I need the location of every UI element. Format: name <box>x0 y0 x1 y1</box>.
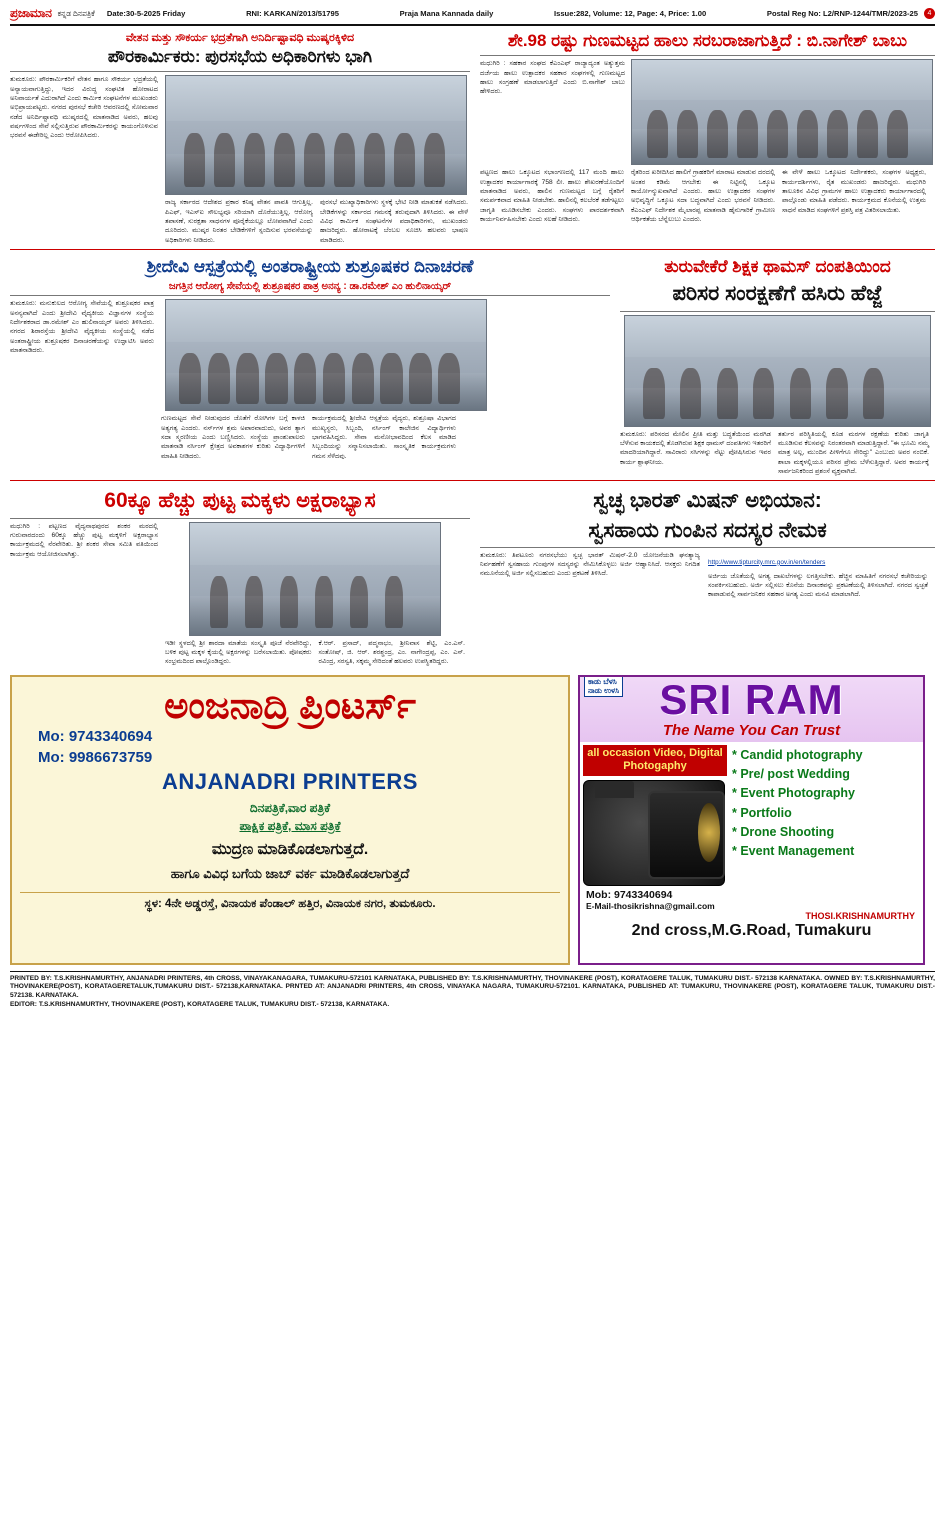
article1-kicker: ವೇತನ ಮತ್ತು ಸೌಕರ್ಯ ಭದ್ರತೆಗಾಗಿ ಅನಿರ್ದಿಷ್ಟಾವಧಿ ಮುಷ್ಕರಕ್ಕಿಳಿದ <box>125 32 355 44</box>
article-green-teacher <box>620 256 935 476</box>
imprint-footer <box>10 971 935 1011</box>
ad-sri-ram-photography[interactable] <box>578 675 925 965</box>
divider <box>10 518 470 519</box>
article5-headline: 60ಕ್ಕೂ ಹೆಚ್ಚು ಪುಟ್ಟ ಮಕ್ಕಳು ಅಕ್ಷರಾಭ್ಯಾಸ <box>104 489 376 513</box>
ad-sriram-owner: THOSI.KRISHNAMURTHY <box>805 911 915 922</box>
divider <box>10 480 935 481</box>
article1-col2: ರಾಜ್ಯ ಸರ್ಕಾರದ ಆದೇಶದ ಪ್ರಕಾರ ಕನಿಷ್ಠ ವೇತನ ಪಾವತಿ ಆಗುತ್ತಿಲ್ಲ. ಪಿಎಫ್, ಇಎಸ್‌ಐ ಸೌಲಭ್ಯವೂ ಸರಿಯಾಗಿ ದೊರೆಯುತ್ತಿಲ್ಲ. ಆರೋಗ್ಯ ತಪಾಸಣೆ, ಸುರಕ್ಷತಾ ಸಾಧನಗಳ ಪೂರೈಕೆಯಲ್ಲೂ ಲೋಪವಾಗಿದೆ ಎಂದು ದೂರಿದರು. ಮುಷ್ಕರ ನಿರತರ ಬೇಡಿಕೆಗಳಿಗೆ ಸ್ಪಂದಿಸುವ ಭರವಸೆಯನ್ನು ಅಧಿಕಾರಿಗಳು ನೀಡಿದರು. <box>165 199 313 244</box>
article6-col1: ತುಮಕೂರು: ತಿಪಟೂರು ನಗರಸಭೆಯು ಸ್ವಚ್ಛ ಭಾರತ್ ಮಿಷನ್-2.0 ಯೋಜನೆಯಡಿ ಘನತ್ಯಾಜ್ಯ ನಿರ್ವಹಣೆಗೆ ಸ್ವಸಹಾಯ ಗುಂಪುಗಳ ಸದಸ್ಯರನ್ನು ನೇಮಿಸಿಕೊಳ್ಳಲು ಅರ್ಜಿ ಆಹ್ವಾನಿಸಿದೆ. ಆಸಕ್ತರು ನಿಗದಿತ ನಮೂನೆಯಲ್ಲಿ ಅರ್ಜಿ ಸಲ್ಲಿಸಬಹುದು ಎಂದು ಪ್ರಕಟಣೆ ತಿಳಿಸಿದೆ. <box>480 551 700 578</box>
ad-sriram-tagline: The Name You Can Trust <box>662 721 841 739</box>
article3-headline: ಶ್ರೀದೇವಿ ಆಸ್ಪತ್ರೆಯಲ್ಲಿ ಅಂತರಾಷ್ಟ್ರೀಯ ಶುಶ್ರೂಷಕರ ದಿನಾಚರಣೆ <box>146 256 474 276</box>
masthead-rni: RNI: KARKAN/2013/51795 <box>246 9 339 18</box>
article3-col3: ಕಾರ್ಯಕ್ರಮದಲ್ಲಿ ಶ್ರೀದೇವಿ ಆಸ್ಪತ್ರೆಯ ವೈದ್ಯರು, ಶುಶ್ರೂಷಾ ವಿಭಾಗದ ಮುಖ್ಯಸ್ಥರು, ಸಿಬ್ಬಂದಿ, ನರ್ಸಿಂಗ್ ಕಾಲೇಜಿನ ವಿದ್ಯಾರ್ಥಿಗಳು ಭಾಗವಹಿಸಿದ್ದರು. ಸೇವಾ ಮನೋಭಾವದಿಂದ ಕೆಲಸ ಮಾಡಿದ ಸಿಬ್ಬಂದಿಯನ್ನು ಸನ್ಮಾನಿಸಲಾಯಿತು. ಸಾಂಸ್ಕೃತಿಕ ಕಾರ್ಯಕ್ರಮಗಳು ಗಮನ ಸೆಳೆದವು. <box>312 415 456 460</box>
article-nurses-day <box>10 256 610 476</box>
ad-anjanadri-address: ಸ್ಥಳ: 4ನೇ ಅಡ್ಡರಸ್ತೆ, ವಿನಾಯಕ ಪೆಂಡಾಲ್ ಹತ್ತಿರ, ವಿನಾಯಕ ನಗರ, ತುಮಕೂರು. <box>20 892 560 911</box>
article5-col3: ಕೆ.ಆರ್. ಪ್ರಸಾದ್, ಪದ್ಮನಾಭಂ, ಶ್ರೀನಿವಾಸ ಶೆಟ್ಟಿ, ಎಂ.ಎಸ್. ಸಂತೋಷ್, ಜಿ. ಆರ್. ಶರಶ್ಚಂದ್ರ, ಎಂ. ನಾಗೇಂದ್ರಪ್ಪ, ಎಂ. ಎಸ್. ರವಿಂದ್ರ, ಸರಸ್ವತಿ, ಸಕ್ಕಮ್ಮ ಸೇರಿದಂತೆ ಹಲವರು ಉಪಸ್ಥಿತರಿದ್ದರು. <box>318 639 465 666</box>
imprint-line-2: EDITOR: T.S.KRISHNAMURTHY, THOVINAKERE (POST), KORATAGERE TALUK, TUMAKURU DIST.- 572138, KARNATAKA. <box>10 1001 390 1009</box>
ad-sriram-service-3: * Event Photography <box>732 786 855 801</box>
masthead-logo: ಪ್ರಜಾಮಾನ <box>10 6 52 20</box>
divider <box>480 55 935 56</box>
article1-photo <box>165 75 467 195</box>
article1-col3: ಪುರಸಭೆ ಮುಖ್ಯಾಧಿಕಾರಿಗಳು ಸ್ಥಳಕ್ಕೆ ಭೇಟಿ ನೀಡಿ ಮಾತುಕತೆ ನಡೆಸಿದರು. ಬೇಡಿಕೆಗಳನ್ನು ಸರ್ಕಾರದ ಗಮನಕ್ಕೆ ತರುವುದಾಗಿ ತಿಳಿಸಿದರು. ಈ ವೇಳೆ ವಿವಿಧ ಕಾರ್ಮಿಕ ಸಂಘಟನೆಗಳ ಪದಾಧಿಕಾರಿಗಳು, ಮುಖಂಡರು ಹಾಜರಿದ್ದರು. ಹೋರಾಟಕ್ಕೆ ಬೆಂಬಲ ಸೂಚಿಸಿ ಹಲವರು ಭಾಷಣ ಮಾಡಿದರು. <box>320 199 468 244</box>
ad-sriram-service-2: * Pre/ post Wedding <box>732 766 850 781</box>
ad-sriram-service-6: * Event Management <box>732 844 855 859</box>
ad-anjanadri-line-2: ಪಾಕ್ಷಿಕ ಪತ್ರಿಕೆ, ಮಾಸ ಪತ್ರಿಕೆ <box>239 818 341 833</box>
article-milk-quality <box>480 30 935 245</box>
article4-col1: ತುಮಕೂರು: ಪರಿಸರದ ಮೇಲಿನ ಪ್ರೀತಿ ಮತ್ತು ಬದ್ಧತೆಯಿಂದ ಮರಗಿಡ ಬೆಳೆಸುವ ಕಾಯಕದಲ್ಲಿ ತೊಡಗಿರುವ ಶಿಕ್ಷಕ ಥಾಮಸ್ ದಂಪತಿಗಳು ಇತರರಿಗೆ ಮಾದರಿಯಾಗಿದ್ದಾರೆ. ಸಾವಿರಾರು ಸಸಿಗಳನ್ನು ನೆಟ್ಟು ಪೋಷಿಸಿರುವ ಇವರ ಕಾರ್ಯ ಶ್ಲಾಘನೀಯ. <box>620 430 771 466</box>
ad-sriram-service-1: * Candid photography <box>732 747 863 762</box>
ad-anjanadri-printers[interactable] <box>10 675 570 965</box>
article2-headline: ಶೇ.98 ರಷ್ಟು ಗುಣಮಟ್ಟದ ಹಾಲು ಸರಬರಾಜಾಗುತ್ತಿದೆ : ಬಿ.ನಾಗೇಶ್ ಬಾಬು <box>507 31 908 50</box>
article3-col1: ತುಮಕೂರು: ಮನುಕುಲದ ಆರೋಗ್ಯ ಸೇವೆಯಲ್ಲಿ ಶುಶ್ರೂಷಕರ ಪಾತ್ರ ಅನನ್ಯವಾಗಿದೆ ಎಂದು ಶ್ರೀದೇವಿ ವೈದ್ಯಕೀಯ ವಿಜ್ಞಾನಗಳ ಸಂಸ್ಥೆಯ ನಿರ್ದೇಶಕರಾದ ಡಾ.ರಮೇಶ್ ಎಂ ಹುಲಿನಾಯ್ಕರ್ ಅವರು ತಿಳಿಸಿದರು. ನಗರದ ಶಿರಾರಸ್ತೆಯ ಶ್ರೀದೇವಿ ವೈದ್ಯಕೀಯ ಸಂಸ್ಥೆಯಲ್ಲಿ ನಡೆದ ಅಂತರಾಷ್ಟ್ರೀಯ ಶುಶ್ರೂಷಕರ ದಿನಾಚರಣೆಯನ್ನು ಉದ್ಘಾಟಿಸಿ ಅವರು ಮಾತನಾಡಿದರು. <box>10 300 154 355</box>
article2-col2: ರೈತರಿಂದ ಖರೀದಿಸಿದ ಹಾಲಿಗೆ ಗ್ರಾಹಕರಿಗೆ ಮಾರಾಟ ಮಾಡುವ ದರದಲ್ಲಿ ಅಂತರ ಕಡಿಮೆ ಆಗಬೇಕು ಈ ನಿಟ್ಟಿನಲ್ಲಿ ಒಕ್ಕೂಟ ಕಾರ್ಯೋನ್ಮುಖವಾಗಿದೆ ಎಂದರು. ಹಾಲು ಉತ್ಪಾದಕರ ಸಂಘಗಳ ಅಭಿವೃದ್ಧಿಗೆ ಒಕ್ಕೂಟ ಸದಾ ಬದ್ಧವಾಗಿದೆ ಎಂದು ಭರವಸೆ ನೀಡಿದರು. ಕೆಎಂಎಫ್ ನಿರ್ದೇಶಕ ಮೈಲಾರಪ್ಪ ಮಾತನಾಡಿ ಹೈನುಗಾರಿಕೆ ಗ್ರಾಮೀಣ ಆರ್ಥಿಕತೆಯ ಬೆನ್ನೆಲುಬು ಎಂದರು. <box>631 169 775 224</box>
article2-col1: ಪಟ್ಟಣದ ಹಾಲು ಒಕ್ಕೂಟದ ಸಭಾಂಗಣದಲ್ಲಿ 117 ಮಂದಿ ಹಾಲು ಉತ್ಪಾದಕರ ಕಾರ್ಯಾಗಾರಕ್ಕೆ 758 ಲೀ. ಹಾಲು ಶೇಖರಣೆಯೊಂದಿಗೆ ಮಾತನಾಡಿದ ಅವರು, ಹಾಲಿನ ಗುಣಮಟ್ಟದ ಬಗ್ಗೆ ರೈತರಿಗೆ ಸಮರ್ಪಕವಾದ ಮಾಹಿತಿ ನೀಡಬೇಕು. ಹಾಲಿನಲ್ಲಿ ಕಲಬೆರಕೆ ತಡೆಗಟ್ಟಲು ಜಾಗೃತಿ ಮೂಡಿಸಬೇಕು ಎಂದರು. ಸಂಘಗಳು ಪಾರದರ್ಶಕವಾಗಿ ಕಾರ್ಯನಿರ್ವಹಿಸಬೇಕು ಎಂದು ಸಲಹೆ ನೀಡಿದರು. <box>480 169 624 224</box>
article4-headline-line1: ತುರುವೇಕೆರೆ ಶಿಕ್ಷಕ ಥಾಮಸ್ ದಂಪತಿಯಿಂದ <box>664 256 891 276</box>
camera-icon <box>583 780 725 886</box>
ad-sriram-badge-line-1: ಕಾಡು ಬೆಳಸಿ <box>588 676 617 686</box>
page-number-badge: 4 <box>924 8 935 19</box>
article-aksharabhyasa <box>10 487 470 666</box>
divider <box>10 249 935 250</box>
masthead-postal: Postal Reg No: L2/RNP-1244/TMR/2023-25 <box>766 9 918 18</box>
masthead-logo-subtitle: ಕನ್ನಡ ದಿನಪತ್ರಿಕೆ <box>57 8 95 18</box>
article3-col2: ಗುಣಮಟ್ಟದ ಸೇವೆ ನೀಡುವುದರ ಜೊತೆಗೆ ರೋಗಿಗಳ ಬಗ್ಗೆ ಕಾಳಜಿ ಅತ್ಯಗತ್ಯ ಎಂದರು. ನರ್ಸ್‌ಗಳ ಶ್ರಮ ಅಪಾರವಾದುದು, ಅವರ ತ್ಯಾಗ ಸದಾ ಸ್ಮರಣೀಯ ಎಂದು ಬಣ್ಣಿಸಿದರು. ಸಂಸ್ಥೆಯ ಪ್ರಾಂಶುಪಾಲರು ಮಾತನಾಡಿ ನರ್ಸಿಂಗ್ ಕ್ಷೇತ್ರದ ಅವಕಾಶಗಳ ಕುರಿತು ವಿದ್ಯಾರ್ಥಿಗಳಿಗೆ ಮಾಹಿತಿ ನೀಡಿದರು. <box>161 415 305 460</box>
ad-sriram-address: 2nd cross,M.G.Road, Tumakuru <box>631 922 872 940</box>
article6-headline-line1: ಸ್ವಚ್ಛ ಭಾರತ್ ಮಿಷನ್ ಅಭಿಯಾನ: <box>593 489 822 513</box>
article1-headline: ಪೌರಕಾರ್ಮಿಕರು: ಪುರಸಭೆಯ ಅಧಿಕಾರಿಗಳು ಭಾಗಿ <box>107 46 373 66</box>
top-band <box>10 30 935 245</box>
advertisement-band <box>10 675 935 965</box>
ad-sriram-email: E-Mail-thosikrishna@gmail.com <box>586 901 715 912</box>
ad-anjanadri-line-1: ದಿನಪತ್ರಿಕೆ,ವಾರ ಪತ್ರಿಕೆ <box>249 800 331 815</box>
article2-lead: ಮಧುಗಿರಿ : ಸಹಕಾರ ಸಂಘದ ಕೆಎಂಎಫ್ ರಾಜ್ಯಾದ್ಯಂತ ಅತ್ಯುತ್ತಮ ದರ್ಜೆಯ ಹಾಲು ಉತ್ಪಾದಕರ ಸಹಕಾರ ಸಂಘಗಳಲ್ಲಿ ಗುಣಮಟ್ಟದ ಹಾಲು ಸಂಗ್ರಹಣೆ ಮಾಡಲಾಗುತ್ತಿದೆ ಎಂದು ಬಿ.ನಾಗೇಶ್ ಬಾಬು ಹೇಳಿದರು. <box>480 60 625 96</box>
divider <box>480 547 935 548</box>
ad-sriram-header <box>580 677 923 742</box>
divider <box>10 295 610 296</box>
masthead-title-en: Praja Mana Kannada daily <box>399 9 494 18</box>
ad-anjanadri-title-kn: ಅಂಜನಾದ್ರಿ ಪ್ರಿಂಟರ್ಸ್ <box>164 684 416 726</box>
article5-col2: ಇಡೀ ಸ್ಥಳದಲ್ಲಿ ಶ್ರೀ ಶಾರದಾ ಮಾತೆಯ ಸಂಸ್ಕೃತಿ ಪೂಜೆ ನೆರವೇರಿದ್ದು, ಬಳಿಕ ಪುಟ್ಟ ಮಕ್ಕಳ ಕೈಯಲ್ಲಿ ಅಕ್ಷರಗಳನ್ನು ಬರೆಸಲಾಯಿತು. ಪೋಷಕರು ಸಂಭ್ರಮದಿಂದ ಪಾಲ್ಗೊಂಡಿದ್ದರು. <box>165 639 312 666</box>
article4-photo <box>624 315 931 427</box>
ad-sriram-badge-line-2: ನಾಡು ಉಳಸಿ <box>588 685 620 695</box>
divider <box>620 311 935 312</box>
ad-anjanadri-mobile-1: Mo: 9743340694 <box>38 728 153 746</box>
article4-col2: ತರ್ತುರ ಪರಿಸ್ಥಿತಿಯಲ್ಲಿ ಕೂಡ ಮರಗಳ ರಕ್ಷಣೆಯ ಕುರಿತು ಜಾಗೃತಿ ಮೂಡಿಸುವ ಕೆಲಸವನ್ನು ನಿರಂತರವಾಗಿ ಮಾಡುತ್ತಿದ್ದಾರೆ. "ಈ ಭೂಮಿ ನಮ್ಮ ಮಾತ್ರ ಅಲ್ಲ, ಮುಂದಿನ ಪೀಳಿಗೆಗೂ ಸೇರಿದ್ದು" ಎಂಬುದು ಅವರ ನಂಬಿಕೆ. ಶಾಲಾ ಮಕ್ಕಳಲ್ಲಿಯೂ ಪರಿಸರ ಪ್ರೇಮ ಬೆಳೆಸುತ್ತಿದ್ದಾರೆ. ಅವರ ಕಾರ್ಯಕ್ಕೆ ಸಾರ್ವಜನಿಕರಿಂದ ಪ್ರಶಂಸೆ ವ್ಯಕ್ತವಾಗಿದೆ. <box>778 430 929 475</box>
tender-link[interactable]: http://www.tipturcity.mrc.gov.in/en/tenders <box>708 558 826 566</box>
article3-subhead: ಜಗತ್ತಿನ ಆರೋಗ್ಯ ಸೇವೆಯಲ್ಲಿ ಶುಶ್ರೂಷಕರ ಪಾತ್ರ ಅನನ್ಯ : ಡಾ.ರಮೇಶ್ ಎಂ ಹುಲಿನಾಯ್ಕರ್ <box>168 281 452 293</box>
ad-anjanadri-line-3: ಮುದ್ರಣ ಮಾಡಿಕೊಡಲಾಗುತ್ತದೆ. <box>211 840 369 858</box>
article6-headline-line2: ಸ್ವಸಹಾಯ ಗುಂಪಿನ ಸದಸ್ಯರ ನೇಮಕ <box>588 518 827 542</box>
article2-photo <box>631 59 933 165</box>
masthead-date: Date:30-5-2025 Friday <box>106 9 186 18</box>
article5-col1: ಮಧುಗಿರಿ : ಪಟ್ಟಣದ ವೈದ್ಯನಾಥಪುರದ ಶಂಕರ ಮಠದಲ್ಲಿ ಗುರುವಾರದಂದು 60ಕ್ಕೂ ಹೆಚ್ಚು ಪುಟ್ಟ ಮಕ್ಕಳಿಗೆ ಅಕ್ಷರಾಭ್ಯಾಸ ಕಾರ್ಯಕ್ರಮದಲ್ಲಿ ನೆರವೇರಿತು. ಶ್ರೀ ಶಂಕರ ಸೇವಾ ಸಮಿತಿ ವತಿಯಿಂದ ಕಾರ್ಯಕ್ರಮ ಆಯೋಜಿಸಲಾಗಿತ್ತು. <box>10 522 158 558</box>
imprint-line-1: PRINTED BY: T.S.KRISHNAMURTHY, ANJANADRI PRINTERS, 4th CROSS, VINAYAKANAGARA, TUMAKURU-572101 KARNATAKA, PUBLISHED BY: T.S.KRISHNAMURTHY, THOVINAKERE (POST), KORATAGERE TALUK, TUMAKURU DIST.- 572138 KARNATAKA. OWNED BY: T.S.KRISHNAMURTHY, THOVINAKERE(POST), KORATAGERETALUK,TUMAKURU DIST.- 572138,KARNATAKA. PRNTED AT: ANJANADRI PRINTERS, 4th CROSS, VINAYAKA NAGARA, TUMAKURU-572101. KARNATAKA, PUBLISHED AT: TUMAKURU, THOVINAKERE (POST), KORATAGERE TALUK, TUMAKURU DIST.- 572138. KARNATAKA. <box>10 974 935 1000</box>
ad-sriram-mobile: Mob: 9743340694 <box>586 889 673 902</box>
article-pourakarmikaru <box>10 30 470 245</box>
article1-col1: ತುಮಕೂರು: ಪೌರಕಾರ್ಮಿಕರಿಗೆ ವೇತನ ಹಾಗೂ ಸೌಕರ್ಯ ಭದ್ರತೆಯಲ್ಲಿ ಅನ್ಯಾಯವಾಗುತ್ತಿದ್ದು, ಇದರ ವಿರುದ್ಧ ಸಂಘಟಿತ ಹೋರಾಟದ ಅನಿವಾರ್ಯತೆ ಎದುರಾಗಿದೆ ಎಂದು ಕಾರ್ಮಿಕ ಸಂಘಟನೆಗಳ ಮುಖಂಡರು ಅಭಿಪ್ರಾಯಪಟ್ಟರು. ನಗರದ ಪುರಸಭೆ ಕಚೇರಿ ಆವರಣದಲ್ಲಿ ಸೋಮವಾರ ನಡೆದ ಅನಿರ್ದಿಷ್ಟಾವಧಿ ಮುಷ್ಕರದಲ್ಲಿ ಮಾತನಾಡಿದ ಅವರು, ಹಲವು ವರ್ಷಗಳಿಂದ ಸೇವೆ ಸಲ್ಲಿಸುತ್ತಿರುವ ಪೌರಕಾರ್ಮಿಕರನ್ನು ಕಾಯಂಗೊಳಿಸುವ ಭರವಸೆ ಈಡೇರಿಲ್ಲ ಎಂದು ಆರೋಪಿಸಿದರು. <box>10 76 158 140</box>
ad-anjanadri-mobile-2: Mo: 9986673759 <box>38 748 153 766</box>
ad-sriram-service-5: * Drone Shooting <box>732 825 835 840</box>
masthead-issue: Issue:282, Volume: 12, Page: 4, Price: 1.00 <box>554 9 707 18</box>
masthead <box>10 6 935 26</box>
ad-sriram-title: SRI RAM <box>659 675 844 723</box>
article2-col3: ಈ ವೇಳೆ ಹಾಲು ಒಕ್ಕೂಟದ ನಿರ್ದೇಶಕರು, ಸಂಘಗಳ ಅಧ್ಯಕ್ಷರು, ಕಾರ್ಯದರ್ಶಿಗಳು, ರೈತ ಮುಖಂಡರು ಹಾಜರಿದ್ದರು. ಮಧುಗಿರಿ ತಾಲೂಕಿನ ವಿವಿಧ ಗ್ರಾಮಗಳ ಹಾಲು ಉತ್ಪಾದಕರು ಕಾರ್ಯಾಗಾರದಲ್ಲಿ ಪಾಲ್ಗೊಂಡು ಮಾಹಿತಿ ಪಡೆದರು. ಕಾರ್ಯಕ್ರಮದ ಕೊನೆಯಲ್ಲಿ ಉತ್ತಮ ಸಾಧನೆ ಮಾಡಿದ ಸಂಘಗಳಿಗೆ ಪ್ರಶಸ್ತಿ ಪತ್ರ ವಿತರಿಸಲಾಯಿತು. <box>782 169 926 214</box>
lower-band <box>10 487 935 666</box>
divider <box>10 71 470 72</box>
middle-band <box>10 256 935 476</box>
article6-col2: ಅರ್ಜಿಯ ಜೊತೆಯಲ್ಲಿ ಅಗತ್ಯ ದಾಖಲೆಗಳನ್ನು ಲಗತ್ತಿಸಬೇಕು. ಹೆಚ್ಚಿನ ಮಾಹಿತಿಗೆ ನಗರಸಭೆ ಕಚೇರಿಯನ್ನು ಸಂಪರ್ಕಿಸಬಹುದು. ಅರ್ಜಿ ಸಲ್ಲಿಸಲು ಕೊನೆಯ ದಿನಾಂಕವನ್ನು ಪ್ರಕಟಣೆಯಲ್ಲಿ ತಿಳಿಸಲಾಗಿದೆ. ನಗರದ ಸ್ವಚ್ಛತೆ ಕಾಪಾಡುವಲ್ಲಿ ಸಾರ್ವಜನಿಕರ ಸಹಕಾರ ಅಗತ್ಯ ಎಂದು ಮನವಿ ಮಾಡಲಾಗಿದೆ. <box>708 572 928 599</box>
ad-anjanadri-title-en: ANJANADRI PRINTERS <box>162 768 418 794</box>
article5-photo <box>189 522 441 636</box>
ad-anjanadri-line-4: ಹಾಗೂ ವಿವಿಧ ಬಗೆಯ ಜಾಬ್ ವರ್ಕ ಮಾಡಿಕೊಡಲಾಗುತ್ತದೆ <box>170 866 410 882</box>
ad-sriram-service-4: * Portfolio <box>732 805 792 820</box>
ad-sriram-occasion: all occasion Video, Digital Photogaphy <box>583 745 727 777</box>
ad-sriram-badge <box>584 675 623 698</box>
article3-photo <box>165 299 487 411</box>
article-swachh-bharat <box>480 487 935 666</box>
article4-headline-line2: ಪರಿಸರ ಸಂರಕ್ಷಣೆಗೆ ಹಸಿರು ಹೆಜ್ಜೆ <box>672 282 883 306</box>
